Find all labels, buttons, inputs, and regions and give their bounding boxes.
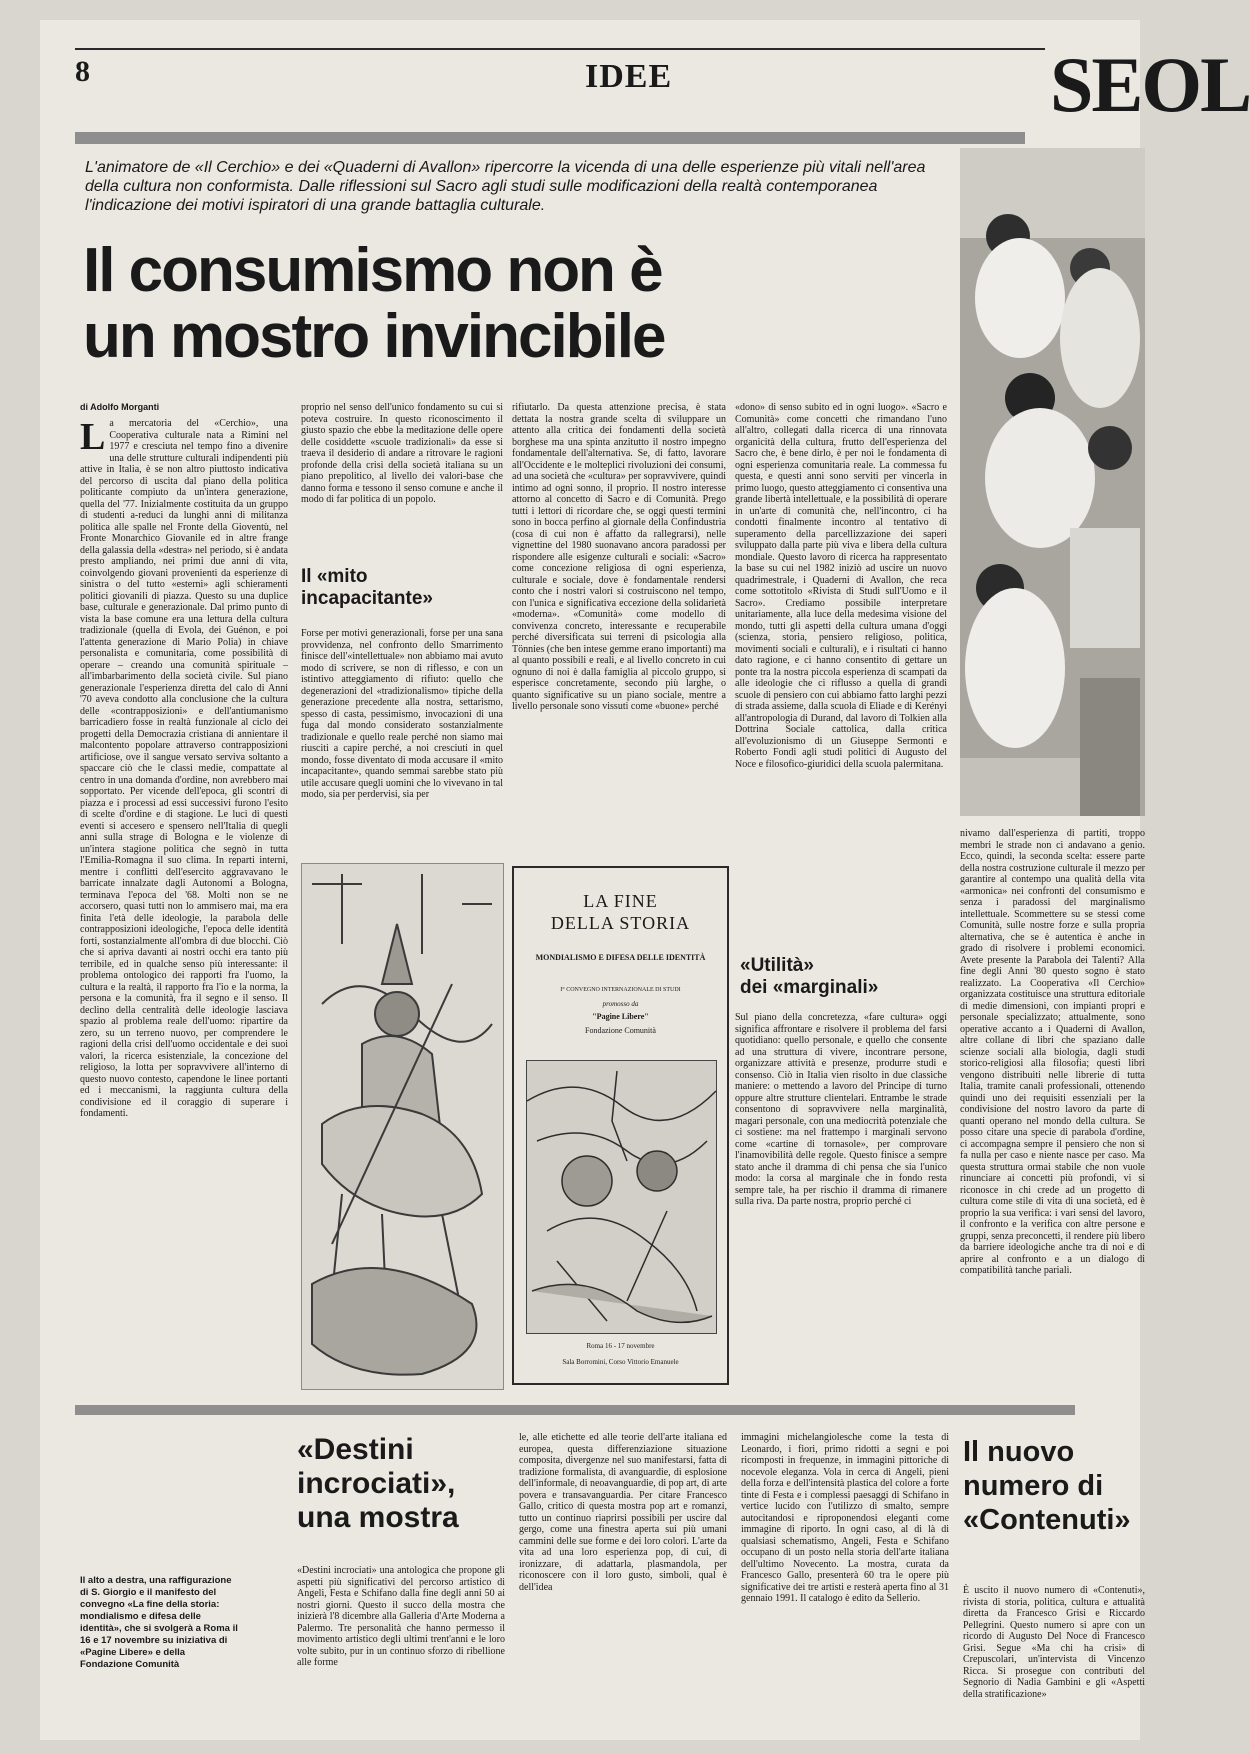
poster-pagine-libere: "Pagine Libere" — [592, 1012, 649, 1021]
article-column-4-top: «dono» di senso subito ed in ogni luogo». «Sacro e Comunità» come concetti che rimandano l'uno all'altro, collegati dalla ricerca di una rinnovata organicità della cultura, frutto dell'esperienza del Sacro che, è bene dirlo, è per noi le fondamenta di ogni esperienza comunitaria reale. La commessa fu questa, e questi anni sono serviti per vincerla in primo luogo, questo atteggiamento ci consentiva una grande libertà intellettuale, e la possibilità di operare in un'arte di comunità che, nell'incontro, ci ha condotti finalmente incontro al tentativo di superamento della parcellizzazione dei saperi sviluppato dalla parte più viva e libera della cultura mondiale. Questo lavoro di ricerca ha rappresentato la base su cui nel 1982 iniziò ad uscire un nuovo quadrimestrale, i Quaderni di Avallon, che reca come sottotitolo «Rivista di Studi sull'Uomo e il Sacro». Crediamo possibile interpretare unitariamente, alla luce della medesima visione del mondo, tutti gli aspetti della cultura umana d'oggi (scienza, storia, pensiero religioso, politica, movimenti sociali e culturali), e i risultati ci hanno dato ragione, e ci hanno consentito di gettare un ponte tra la nostra piccola esperienza di scampati da alle ideologie che ci riflusso a quella di grandi scuole di pensiero con cui abbiamo fatto larghi pezzi di strada assieme, dalla scuola di Eliade e di Kerényi all'antropologia di Durand, dal lavoro di Tolkien alla Dottrina Sociale cattolica, dalla critica all'evoluzionismo di un Giuseppe Sermonti e Roberto Fondi agli studi politici di Augusto del Noce e filosofico-giuridici della scuola palermitana. — [735, 402, 947, 770]
section-title: IDEE — [585, 58, 673, 95]
bottom-grey-band — [75, 1405, 1075, 1415]
article-headline — [83, 238, 803, 370]
saint-george-illustration — [301, 863, 504, 1390]
article-kicker: L'animatore de «Il Cerchio» e dei «Quaderni di Avallon» ripercorre la vicenda di una delle esperienze più vitali nell'area della cultura non conformista. Dalle riflessioni sul Sacro agli studi sulle modificazioni della realtà contemporanea l'indicazione dei motivi ispiratori di una grande battaglia culturale. — [85, 159, 926, 214]
mostra-column-3: immagini michelangiolesche come la testa di Leonardo, i fiori, primo ridotti a segni e poi ricomposti in frequenze, in immagini pittoriche di nocevole eleganza. Vola in cerca di Angeli, pieni della forza e dell'intensità plastica del colore a forte tinte di Festa e i complessi paesaggi di Schifano in vertice lucido con l'utilizzo di smalto, sempre autocitandosi e riproponendosi eleganti come immagine di riporto. In ogni caso, al di là di qualsiasi schematismo, Angeli, Festa e Schifano occupano di un posto nella storia dell'arte italiana dell'ultimo Novecento. La mostra, curata da Francesco Gallo, presenterà 60 tra le opere più significative dei tre artisti e resterà aperta fino al 31 gennaio 1991. Il catalogo è edito da Sellerio. — [741, 1432, 949, 1604]
article-column-2-bottom: Forse per motivi generazionali, forse per una sana provvidenza, nel confronto dello Smarrimento finisce dell'«intellettuale» non abbiamo mai avuto modo di scrivere, se non di riflesso, e con un istintivo atteggiamento di rifiuto: quello che degenerazioni del «tradizionalismo» tipiche della generazione precedente alla nostra, settarismo, spesso di casta, pessimismo, invocazioni di una fuga dal mondo considerato sostanzialmente tradizionale e quello reale perché non siamo mai riusciti a capire perché, a noi cresciuti in quel mondo, fosse diventato di moda accusare il «mito incapacitante», quando semmai sarebbe stato più utile accusare quegli uomini che lo vivevano in tal modo, sia per perdervisi, sia per — [301, 628, 503, 800]
masthead: SEOL — [1050, 41, 1250, 128]
subhead-utilita-line-1: «Utilità» — [740, 955, 814, 976]
article-column-2-top: proprio nel senso dell'unico fondamento su cui si poteva costruire. In questo riconoscimento il giusto spazio che ebbe la meditazione delle opere delle cosiddette «scuole tradizionali» da esse si traeva il desiderio di andare a ritrovare le ragioni profonde della crisi della società italiana su un piano prepolitico, al livello dei valori-base che danno forma e tessono il senso comune e anche il modo di far politica di un popolo. — [301, 402, 503, 505]
poster-date: Roma 16 - 17 novembre — [586, 1342, 655, 1350]
article-column-3: rifiutarlo. Da questa attenzione precisa, è stata dettata la nostra grande scelta di sviluppare un attento alla critica dei fondamenti della società borghese ma una spinta anzitutto il nostro impegno fondamentale dell'alternativa. Se, di fatto, lavorare all'Occidente e le molteplici rivoluzioni dei consumi, ad una società che «cultura» per sopravvivere, quindi intimo ad ogni sonno, il proprio. Il nostro interesse attorno al concetto di Sacro e di Comunità. Prego tutti i lettori di ricordare che, se oggi questi termini sono in bocca perfino al giornale della Confindustria (cosa di cui non è affatto da rallegrarsi), nelle vignettine del 1980 suonavano ancora paradossi per rispondere alle esigenze culturali e sociali: «Sacro» come concezione religiosa di ogni esperienza, culturale e sociale, dove è fondamentale rendersi conto che i nostri valori si costruiscono nel tempo, con l'unica e significativa eccezione della solidarietà «moderna». «Comunità» come modello di convivenza concreto, interessante e recuperabile perché diversificata sui terreni di psicologia alla Tönnies (che ben intese gemme erano importanti) ma al quanto possibili e reali, e al livello concreto in cui ognuno di noi è dalla famiglia al piccolo gruppo, si esperisce concretamente, secondo più larghe, o quanto significative su un piano sociale, mentre a livello personale sono vissuti come «buone» perché — [512, 402, 726, 712]
mostra-column-2: le, alle etichette ed alle teorie dell'arte italiana ed europea, questa differenziazione situazione composita, divergenze nel suo manifestarsi, fatta di tradizione formalista, di avanguardie, di esplosione dell'informale, di neoavanguardie, di pop art, di arte povera e transavanguardia. Per citare Francesco Gallo, critico di questa mostra pop art e romanzi, tutto un continuo riaprirsi possibili per uscire dal gergo, come una finestra aperta sui più umani cammini delle sue forme e dei loro colori. L'arte da vita ad una loro esperienza pop, di cui, di ironizzare, di adattarla, plasmandola, per riconoscere con il loro gusto, simboli, qual è dell'idea — [519, 1432, 727, 1593]
column-1-text: a mercatoria del «Cerchio», una Cooperativa culturale nata a Rimini nel 1977 e cresciuta nel tempo fino a divenire una delle strutture culturali indipendenti più attive in Italia, è se non altro piuttosto indicativa del percorso di uscita dal piano della politica politicante compiuto da un'intera generazione, quella del '77. Inizialmente costituita da un gruppo di studenti a-reduci da lunghi anni di militanza politica alle spalle nel Fronte della Gioventù, nel Fronte Monarchico Giovanile ed in altre frange della galassia della «destra» nel periodo, si è andata presto ampliando, nei primi due anni di vita, coinvolgendo giovani provenienti da esperienze di sinistra o del tutto «esterni» agli schieramenti politici giovanili di piazza. Questo su una duplice base, culturale e generazionale. Dal primo punto di vista la base comune era una lettura della cultura tradizionale (quella di Evola, dei Guénon, e poi l'attenta generazione di Mario Polia) in chiave personalista e comunitaria, come possibilità di operare – creando una comunità spirituale – all'imbarbarimento della società civile. Sul piano generazionale l'esperienza diretta del calo di Anni '70 aveva condotto alla conclusione che la cultura delle «contrapposizioni» e dell'antiumanismo barricadiero fosse in realtà funzionale al ciclo dei progetti della Democrazia cristiana di annientare il malcontento popolare attraverso contrapposizioni artificiose, ove il sangue versato serviva soltanto a spaccare ciò che le classi medie, compattate al centro in una domanda d'ordine, non avrebbero mai sopportato. Per vicende dell'epoca, gli scontri di piazza e i processi ad essi successivi furono l'esito di scelte d'ordine e di stagione. Le luci di questi eventi si accesero e spensero nell'Italia di quegli anni sulla strage di Bologna e le violenze di un'intera stagione politica che segnò in tutta l'Emilia-Romagna il suo clima. In reparti interni, mentre i conflitti dell'esercito aggravavano le barricate innalzate dagli Autonomi a Bologna, terminava l'epoca del '68. Molti non se ne accorsero, quasi tutti non lo ammisero mai, ma era finita l'età delle ideologie, la parabola delle contrapposizioni ideologiche, l'epoca delle identità forti, sostanzialmente all'ombra di due blocchi. Ciò che si apriva davanti ai nostri occhi era tanto più terribile, ed in qualche senso più interessante: il problema ontologico dei rapporti fra l'uomo, la cultura e la realtà, il rapporto fra l'io e la norma, la persona e la comunità, fra il segno e il senso. Il declino della centralità delle ideologie lasciava spazio al problema reale dell'uomo: ripartire da zero, su un terreno nuovo, per comprendere le ragioni della crisi dell'uomo occidentale e dei suoi valori, la ricerca esistenziale, la concezione del religioso, la lotta per sopravvivere all'interno di questo nuovo contesto, capendone le linee portanti ed i meccanismi, la raggiunta cultura della condivisione ed il coraggio di superare i fondamenti. — [80, 418, 288, 1119]
poster-promoted: promosso da — [602, 1000, 639, 1008]
photo-caption: Il alto a destra, una raffigurazione di S. Giorgio e il manifesto del convegno «La fine della storia: mondialismo e difesa delle identità», che si svolgerà a Roma il 16 e 17 novembre su iniziativa di «Pagine Libere» e della Fondazione Comunità — [80, 1575, 238, 1670]
poster-convegno: I° CONVEGNO INTERNAZIONALE DI STUDI — [560, 987, 681, 993]
top-grey-band — [75, 132, 1025, 144]
mostra-column-1: «Destini incrociati» una antologica che propone gli aspetti più significativi del percorso artistico di Angeli, Festa e Schifano dalla fine degli anni 50 ai nostri giorni. Questo il succo della mostra che inizierà l'8 dicembre alla Galleria d'Arte Moderna a Palermo. Tre personalità che hanno permesso il movimento artistico degli ultimi trent'anni e le loro volte subito, pur in un continuo sforzo di ribellione alle forme — [297, 1565, 505, 1668]
headline-line-1: Il consumismo non è — [83, 236, 662, 305]
header-rule — [75, 48, 1045, 50]
article-column-1 — [80, 418, 288, 1386]
poster-artwork-graphic — [527, 1061, 716, 1333]
saint-george-graphic — [302, 864, 503, 1389]
headline-line-2: un mostro invincibile — [83, 302, 665, 371]
poster-artwork — [526, 1060, 717, 1334]
poster-venue: Sala Borromini, Corso Vittorio Emanuele — [562, 1358, 679, 1366]
poster-subtitle: MONDIALISMO E DIFESA DELLE IDENTITÀ — [535, 953, 706, 962]
byline: di Adolfo Morganti — [80, 402, 160, 412]
page-number: 8 — [75, 55, 90, 88]
contenuti-headline: Il nuovo numero di «Contenuti» — [963, 1436, 1131, 1536]
subhead-utilita — [740, 955, 950, 999]
poster-title-line-2: DELLA STORIA — [550, 913, 691, 933]
article-column-4-bottom: Sul piano della concretezza, «fare cultura» oggi significa affrontare e risolvere il problema del farsi quotidiano: quello personale, e quello che consente ad una struttura di vivere, incontrare persone, organizzare attività e presenze, produrre studi e consenso. Ciò in Italia vien risolto in due classiche maniere: o mettendo a lavoro del Principe di turno oppure altre strutture clientelari. Entrambe le strade consentono di sopravvivere nella marginalità, magari personale, con una mediocrità potenziale che ci sostiene: ma nel frattempo i marginali servono come «cartine di tornasole», per comprovare l'inamovibilità delle regole. Questo finisce a sempre stato anche il dramma di chi pensa che sia l'unico modo: la corsa al marginale che in fondo resta sempre tale, ha per rischio il dramma di rimanere sulla riva. Da parte nostra, proprio perché ci — [735, 1012, 947, 1207]
mostra-headline: «Destini incrociati», una mostra — [297, 1433, 459, 1534]
poster-fondazione: Fondazione Comunità — [585, 1026, 656, 1035]
crowd-photo — [960, 148, 1145, 816]
article-column-5: nivamo dall'esperienza di partiti, troppo membri le strade non ci andavano a genio. Ecco, quindi, la seconda scelta: essere parte della nostra costruzione culturale il mezzo per garantire al contempo una qualità della vita «armonica» nei confronti del consumismo e senza i paradossi del marginalismo intellettuale. Scommettere su se stessi come Comunità, sulle nostre forze e sulla propria alternativa, che se è autentica è anche in grado di risolvere i problemi economici. Avete presente la Parabola dei Talenti? Alla fine degli Anni '80 questo sogno è stato realizzato. La Cooperativa «Il Cerchio» organizzata costituisce una struttura editoriale di medie dimensioni, con impianti propri e personale specializzato; attualmente, sono operative accanto a i Quaderni di Avallon, altre collane di libri che spaziano dalle scienze sociali alla biologia, dagli studi storico-religiosi alla filosofia; questi libri vengono distribuiti nelle librerie di tutta Italia, tramite canali professionali, ottenendo quindi uno dei requisiti essenziali per la condivisione del nostro lavoro da parte di quanti operano nel mondo della cultura. Se posso citare una specie di parabola d'ordine, ci accompagna sempre il pensiero che non si fa nulla per caso e niente nasce per caso. Ma questa struttura ormai stabile che non vuole rinunciare ai concetti più profondi, vi si riconosce in chi crede ad un progetto di cultura come stile di vita di una società, ed è proprio la sua verifica: i vari sensi del lavoro, il confronto e la verifica con altre persone e gruppi, senza preconcetti, il rendere più libero da barriere ideologiche anche tra di noi e di aprire al confronto e a un dialogo di compatibilità tanche pariali. — [960, 828, 1145, 1276]
conference-poster — [512, 866, 729, 1385]
crowd-photo-graphic — [960, 148, 1145, 816]
contenuti-body: È uscito il nuovo numero di «Contenuti», rivista di storia, politica, cultura e attualità diretta da Francesco Grisi e Riccardo Pellegrini. Questo numero si apre con un ricordo di Augusto Del Noce di Francesco Grisi. Segue «Ma chi ha crisi» di Crepuscolari, un'intervista di Vincenzo Ricca. Si prosegue con contributi del Segnorio di Nadia Gambini e gli «Aspetti della stratificazione» — [963, 1585, 1145, 1700]
poster-title-line-1: LA FINE — [583, 891, 658, 911]
subhead-mito: Il «mito incapacitante» — [301, 566, 433, 609]
drop-cap: L — [80, 416, 106, 458]
subhead-utilita-line-2: dei «marginali» — [740, 977, 879, 998]
